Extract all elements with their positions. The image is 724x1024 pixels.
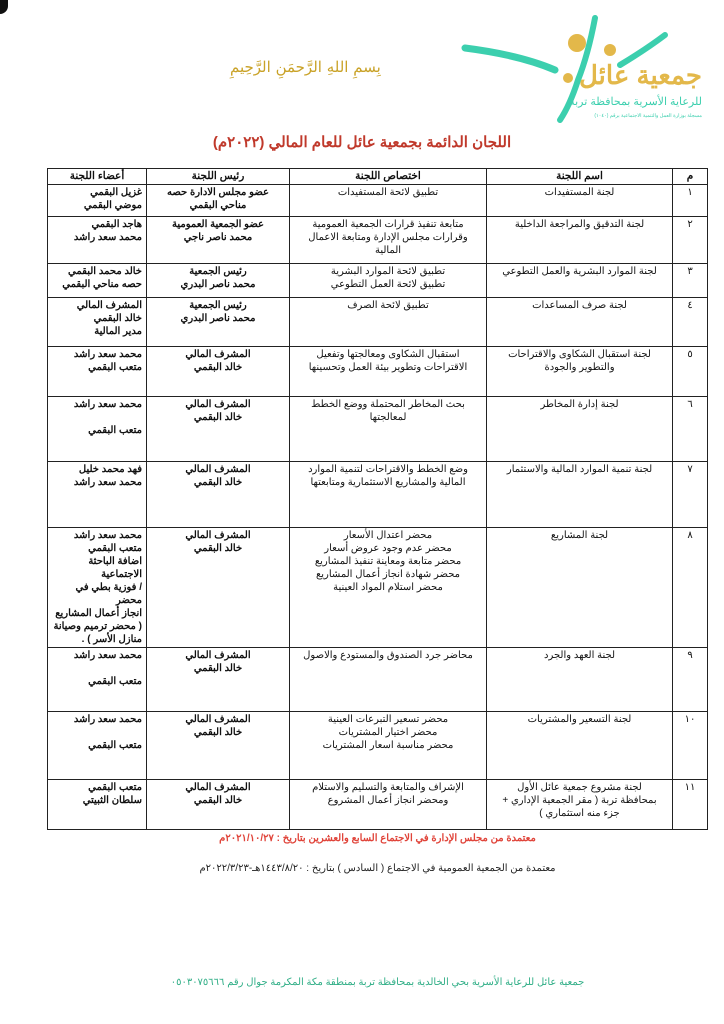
cell-chair bbox=[147, 264, 290, 298]
members-line: منازل الأسر ) . bbox=[81, 634, 142, 645]
table-row bbox=[48, 648, 708, 712]
cell-spec bbox=[290, 264, 487, 298]
table-row bbox=[48, 298, 708, 347]
logo-name: جمعية عائل bbox=[578, 60, 702, 90]
spec-line: بحث المخاطر المحتملة ووضع الخطط bbox=[311, 399, 465, 410]
members-line: المشرف المالي bbox=[76, 300, 142, 311]
spec-line: تطبيق لائحة الصرف bbox=[347, 300, 429, 311]
document-body bbox=[47, 168, 708, 990]
members-line: متعب البقمي bbox=[88, 676, 142, 687]
cell-spec bbox=[290, 712, 487, 780]
name-line: لجنة المستفيدات bbox=[544, 187, 615, 198]
cell-num: ١ bbox=[673, 185, 708, 217]
cell-name bbox=[487, 185, 673, 217]
chair-line: محمد ناصر البدري bbox=[180, 279, 256, 290]
chair-line: المشرف المالي bbox=[185, 782, 251, 793]
table-body bbox=[48, 185, 708, 830]
cell-num: ٧ bbox=[673, 462, 708, 528]
cell-num: ٨ bbox=[673, 528, 708, 648]
spec-line: وضع الخطط والاقتراحات لتنمية الموارد bbox=[308, 464, 468, 475]
organization-logo bbox=[460, 10, 710, 125]
table-row bbox=[48, 397, 708, 462]
cell-members bbox=[48, 462, 147, 528]
cell-num: ٥ bbox=[673, 347, 708, 397]
chair-line: المشرف المالي bbox=[185, 349, 251, 360]
chair-line: المشرف المالي bbox=[185, 650, 251, 661]
spec-line: متابعة تنفيذ قرارات الجمعية العمومية bbox=[312, 219, 464, 230]
cell-spec bbox=[290, 397, 487, 462]
cell-members bbox=[48, 648, 147, 712]
name-line: بمحافظة تربة ( مقر الجمعية الإداري + bbox=[502, 795, 657, 806]
members-line: هاجد البقمي bbox=[91, 219, 142, 230]
members-line: مدير المالية bbox=[94, 326, 142, 337]
members-line: غزيل البقمي bbox=[90, 187, 142, 198]
members-line bbox=[52, 726, 142, 739]
spec-line: محاضر جرد الصندوق والمستودع والاصول bbox=[303, 650, 473, 661]
cell-num: ٩ bbox=[673, 648, 708, 712]
table-row bbox=[48, 347, 708, 397]
table-row bbox=[48, 462, 708, 528]
cell-chair bbox=[147, 185, 290, 217]
members-line: / فوزية بطي في محضر bbox=[75, 582, 142, 606]
members-line: متعب البقمي bbox=[88, 543, 142, 554]
chair-line: خالد البقمي bbox=[193, 477, 243, 488]
cell-spec bbox=[290, 217, 487, 264]
members-line: محمد سعد راشد bbox=[73, 530, 142, 541]
cell-members bbox=[48, 264, 147, 298]
spec-line: محضر اعتدال الأسعار bbox=[343, 530, 433, 541]
cell-name bbox=[487, 648, 673, 712]
name-line: لجنة العهد والجرد bbox=[543, 650, 616, 661]
cell-spec bbox=[290, 648, 487, 712]
members-line: ( محضر ترميم وصيانة bbox=[53, 621, 142, 632]
table-row bbox=[48, 528, 708, 648]
table-row bbox=[48, 780, 708, 830]
cell-members bbox=[48, 185, 147, 217]
cell-name bbox=[487, 217, 673, 264]
logo-registration: مسجلة بوزارة العمل والتنمية الاجتماعية برقم (١٠٤٠) bbox=[594, 113, 702, 119]
cell-name bbox=[487, 298, 673, 347]
table-row bbox=[48, 712, 708, 780]
header-members: أعضاء اللجنة bbox=[48, 169, 147, 185]
chair-line: محمد ناصر البدري bbox=[180, 313, 256, 324]
members-line: انجاز أعمال المشاريع bbox=[55, 608, 142, 619]
spec-line: المالية bbox=[374, 245, 402, 256]
cell-name bbox=[487, 712, 673, 780]
chair-line: خالد البقمي bbox=[193, 543, 243, 554]
cell-spec bbox=[290, 528, 487, 648]
chair-line: عضو مجلس الادارة حصه bbox=[166, 187, 269, 198]
spec-line: محضر عدم وجود عروض أسعار bbox=[324, 543, 452, 554]
table-header-row bbox=[48, 169, 708, 185]
name-line: لجنة الموارد البشرية والعمل التطوعي bbox=[502, 266, 657, 277]
members-line: محمد سعد راشد bbox=[73, 477, 142, 488]
members-line: فهد محمد خليل bbox=[78, 464, 142, 475]
page-title: اللجان الدائمة بجمعية عائل للعام المالي (٢٠٢٢م) bbox=[212, 134, 512, 151]
cell-num: ٢ bbox=[673, 217, 708, 264]
cell-members bbox=[48, 397, 147, 462]
members-line: حصه مناحي البقمي bbox=[62, 279, 142, 290]
chair-line: عضو الجمعية العمومية bbox=[172, 219, 264, 230]
name-line: والتطوير والجودة bbox=[544, 362, 615, 373]
cell-name bbox=[487, 780, 673, 830]
spec-line: الإشراف والمتابعة والتسليم والاستلام bbox=[312, 782, 464, 793]
board-approval-note: معتمدة من مجلس الإدارة في الاجتماع السابع والعشرين بتاريخ : ٢٠٢١/١٠/٢٧م bbox=[219, 833, 536, 844]
cell-members bbox=[48, 217, 147, 264]
spec-line: استقبال الشكاوى ومعالجتها وتفعيل bbox=[316, 349, 460, 360]
spec-line: المالية والمشاريع الاستثمارية ومتابعتها bbox=[310, 477, 466, 488]
assembly-approval-note: معتمدة من الجمعية العمومية في الاجتماع ( السادس ) بتاريخ : ١٤٤٣/٨/٢٠هـ-٢٠٢٢/٣/٢٣م bbox=[199, 863, 556, 874]
committees-table bbox=[47, 168, 708, 830]
spec-line: ومحضر انجاز أعمال المشروع bbox=[327, 795, 449, 806]
name-line: لجنة التسعير والمشتريات bbox=[527, 714, 632, 725]
chair-line: خالد البقمي bbox=[193, 663, 243, 674]
basmala: بِسمِ اللهِ الرَّحمَنِ الرَّحِيمِ bbox=[230, 58, 381, 76]
name-line: لجنة صرف المساعدات bbox=[532, 300, 627, 311]
members-line: متعب البقمي bbox=[88, 362, 142, 373]
chair-line: المشرف المالي bbox=[185, 399, 251, 410]
spec-line: لمعالجتها bbox=[369, 412, 407, 423]
cell-spec bbox=[290, 347, 487, 397]
cell-spec bbox=[290, 298, 487, 347]
header-num: م bbox=[673, 169, 708, 185]
spec-line: وقرارات مجلس الإدارة ومتابعة الاعمال bbox=[308, 232, 468, 243]
header-name: اسم اللجنة bbox=[487, 169, 673, 185]
spec-line: محضر مناسبة اسعار المشتريات bbox=[322, 740, 454, 751]
chair-line: محمد ناصر ناجي bbox=[183, 232, 253, 243]
table-row bbox=[48, 217, 708, 264]
cell-spec bbox=[290, 185, 487, 217]
spec-line: محضر تسعير التبرعات العينية bbox=[327, 714, 449, 725]
cell-spec bbox=[290, 462, 487, 528]
cell-name bbox=[487, 347, 673, 397]
cell-chair bbox=[147, 217, 290, 264]
spec-line: محضر متابعة ومعاينة تنفيذ المشاريع bbox=[314, 556, 462, 567]
spec-line: تطبيق لائحة العمل التطوعي bbox=[330, 279, 446, 290]
table-row bbox=[48, 185, 708, 217]
spec-line: تطبيق لائحة الموارد البشرية bbox=[330, 266, 446, 277]
cell-members bbox=[48, 528, 147, 648]
cell-num: ١١ bbox=[673, 780, 708, 830]
cell-chair bbox=[147, 397, 290, 462]
members-line: متعب البقمي bbox=[88, 425, 142, 436]
spec-line: محضر استلام المواد العينية bbox=[333, 582, 443, 593]
cell-name bbox=[487, 264, 673, 298]
name-line: لجنة المشاريع bbox=[550, 530, 609, 541]
spec-line: محضر شهادة انجاز أعمال المشاريع bbox=[315, 569, 461, 580]
cell-chair bbox=[147, 648, 290, 712]
members-line: متعب البقمي bbox=[88, 740, 142, 751]
header-chair: رئيس اللجنة bbox=[147, 169, 290, 185]
cell-chair bbox=[147, 780, 290, 830]
chair-line: خالد البقمي bbox=[193, 795, 243, 806]
name-line: لجنة تنمية الموارد المالية والاستثمار bbox=[506, 464, 653, 475]
chair-line: المشرف المالي bbox=[185, 714, 251, 725]
chair-line: مناحي البقمي bbox=[189, 200, 247, 211]
chair-line: خالد البقمي bbox=[193, 412, 243, 423]
cell-members bbox=[48, 780, 147, 830]
members-line: سلطان الثبيتي bbox=[82, 795, 142, 806]
chair-line: خالد البقمي bbox=[193, 727, 243, 738]
members-line: خالد البقمي bbox=[93, 313, 142, 324]
spec-line: تطبيق لائحة المستفيدات bbox=[337, 187, 439, 198]
cell-num: ١٠ bbox=[673, 712, 708, 780]
cell-members bbox=[48, 712, 147, 780]
members-line: محمد سعد راشد bbox=[73, 714, 142, 725]
logo-subtitle: للرعاية الأسرية بمحافظة تربة bbox=[569, 96, 702, 108]
members-line: اضافة الباحثة الاجتماعية bbox=[88, 556, 142, 580]
cell-chair bbox=[147, 462, 290, 528]
chair-line: المشرف المالي bbox=[185, 464, 251, 475]
name-line: لجنة استقبال الشكاوى والاقتراحات bbox=[508, 349, 651, 360]
chair-line: رئيس الجمعية bbox=[189, 266, 247, 277]
cell-chair bbox=[147, 298, 290, 347]
cell-name bbox=[487, 528, 673, 648]
members-line: محمد سعد راشد bbox=[73, 232, 142, 243]
chair-line: خالد البقمي bbox=[193, 362, 243, 373]
cell-members bbox=[48, 347, 147, 397]
spec-line: الاقتراحات وتطوير بيئة العمل وتحسينها bbox=[308, 362, 468, 373]
members-line: محمد سعد راشد bbox=[73, 650, 142, 661]
chair-line: رئيس الجمعية bbox=[189, 300, 247, 311]
cell-chair bbox=[147, 528, 290, 648]
cell-chair bbox=[147, 712, 290, 780]
members-line bbox=[52, 662, 142, 675]
members-line: متعب البقمي bbox=[88, 782, 142, 793]
footer-contact: جمعية عائل للرعاية الأسرية بحي الخالدية بمحافظة تربة بمنطقة مكة المكرمة جوال رقم ٠٥٠٣٠٧٥٦٦٦ bbox=[170, 977, 585, 988]
name-line: جزء منه استثماري ) bbox=[539, 808, 620, 819]
cell-name bbox=[487, 462, 673, 528]
cell-num: ٣ bbox=[673, 264, 708, 298]
cell-chair bbox=[147, 347, 290, 397]
spec-line: محضر اختيار المشتريات bbox=[338, 727, 438, 738]
name-line: لجنة التدقيق والمراجعة الداخلية bbox=[514, 219, 645, 230]
header-spec: اختصاص اللجنة bbox=[290, 169, 487, 185]
cell-members bbox=[48, 298, 147, 347]
cell-name bbox=[487, 397, 673, 462]
name-line: لجنة مشروع جمعية عائل الأول bbox=[517, 782, 642, 793]
cell-spec bbox=[290, 780, 487, 830]
members-line: محمد سعد راشد bbox=[73, 399, 142, 410]
members-line: محمد سعد راشد bbox=[73, 349, 142, 360]
members-line: خالد محمد البقمي bbox=[68, 266, 142, 277]
table-row bbox=[48, 264, 708, 298]
cell-num: ٤ bbox=[673, 298, 708, 347]
cell-num: ٦ bbox=[673, 397, 708, 462]
name-line: لجنة إدارة المخاطر bbox=[540, 399, 619, 410]
members-line bbox=[52, 411, 142, 424]
scan-corner-mark bbox=[0, 0, 8, 14]
chair-line: المشرف المالي bbox=[185, 530, 251, 541]
members-line: موضي البقمي bbox=[83, 200, 142, 211]
